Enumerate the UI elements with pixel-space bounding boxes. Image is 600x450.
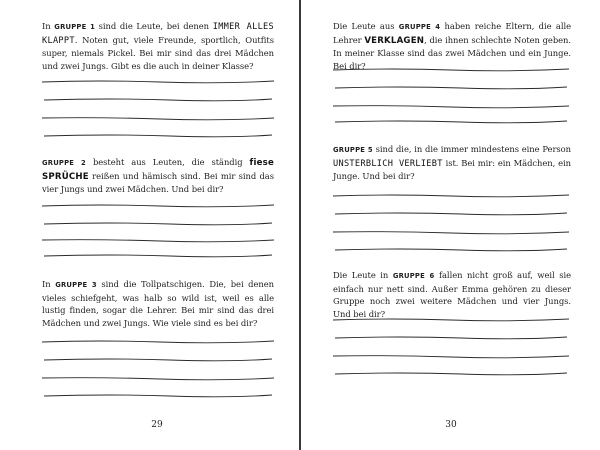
paragraph-text: besteht aus Leuten, die ständig <box>85 157 250 167</box>
answer-lines-group-2 <box>40 200 276 260</box>
group-label: GRUPPE 3 <box>55 281 97 289</box>
paragraph-text: reißen und hämisch sind. Bei mir sind das vier Jungs und zwei Mädchen. Und bei dir? <box>42 170 274 195</box>
group-label: GRUPPE 2 <box>42 159 86 167</box>
group-5-text <box>333 143 571 183</box>
group-label: GRUPPE 5 <box>333 146 373 154</box>
answer-lines-group-3 <box>40 336 276 402</box>
right-page <box>301 0 600 450</box>
paragraph-text: haben reiche Eltern, die alle Lehrer <box>333 21 571 45</box>
answer-lines-group-4 <box>331 64 571 126</box>
paragraph-text: , die ihnen schlechte Noten geben. In meiner Klasse sind das zwei Mädchen und ein Junge. Bei dir? <box>333 34 572 71</box>
paragraph-text: . Noten gut, viele Freunde, sportlich, Outfits super, niemals Pickel. Bei mir sind das drei Mädchen und zwei Jungs. Gibt es die auch in deiner Klasse? <box>42 34 274 71</box>
page-number-left: 29 <box>151 420 163 430</box>
handwritten-emphasis: VERKLAGEN <box>364 35 425 46</box>
group-label: GRUPPE 4 <box>398 23 441 31</box>
paragraph-text: In <box>42 21 55 31</box>
handwritten-emphasis: fiese SPRÜCHE <box>42 158 274 182</box>
paragraph-text: sind die Tollpatschigen. Die, bei denen vieles schiefgeht, was halb so wild ist, weil es alle lustig finden, sogar die Lehrer. Bei mir sind das drei Mädchen und zwei Jungs. Wie viele sind es bei dir? <box>42 279 274 328</box>
left-page <box>0 0 299 450</box>
group-1-text <box>42 20 274 72</box>
answer-lines-group-1 <box>40 76 276 140</box>
group-6-text <box>333 269 571 320</box>
group-2-text <box>42 156 274 196</box>
page-number-right: 30 <box>445 420 457 430</box>
group-label: GRUPPE 1 <box>54 23 95 31</box>
paragraph-text: In <box>42 279 56 289</box>
paragraph-text: ist. Bei mir: ein Mädchen, ein Junge. Und bei dir? <box>333 157 571 182</box>
handwritten-emphasis: IMMER ALLES KLAPPT <box>42 22 274 46</box>
paragraph-text: Die Leute in <box>333 270 393 280</box>
paragraph-text: fallen nicht groß auf, weil sie einfach nur nett sind. Außer Emma gehören zu dieser Gruppe noch zwei weitere Mädchen und vier Jungs. Und bei dir? <box>333 270 571 319</box>
handwritten-emphasis: UNSTERBLICH VERLIEBT <box>333 158 443 169</box>
paragraph-text: sind die, in die immer mindestens eine Person <box>372 144 571 154</box>
group-label: GRUPPE 6 <box>392 272 435 280</box>
group-3-text <box>42 278 274 329</box>
answer-lines-group-6 <box>331 314 571 380</box>
answer-lines-group-5 <box>331 190 571 254</box>
paragraph-text: sind die Leute, bei denen <box>95 21 213 31</box>
paragraph-text: Die Leute aus <box>333 21 399 31</box>
